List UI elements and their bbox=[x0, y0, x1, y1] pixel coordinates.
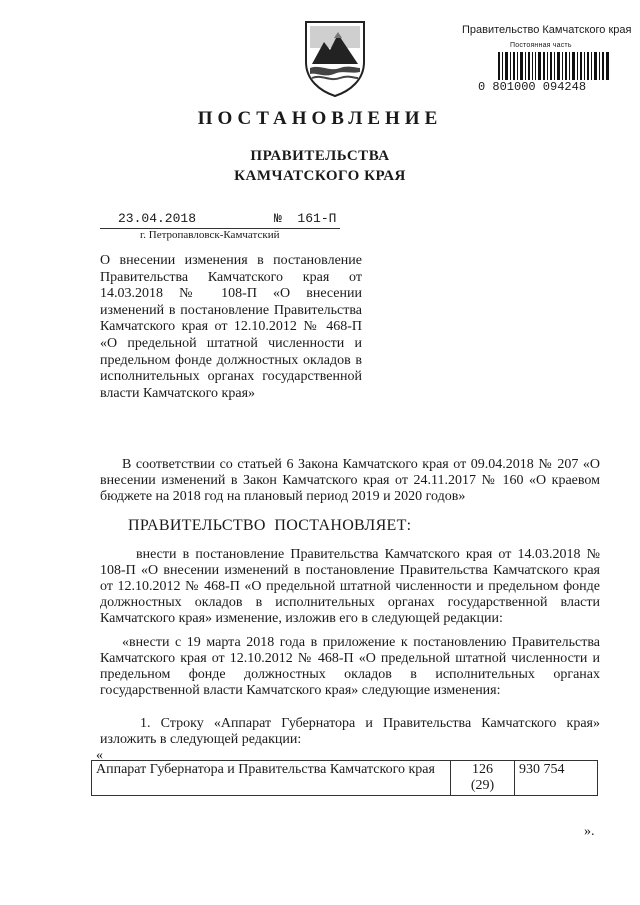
count-value: 126 bbox=[472, 762, 493, 777]
city-label: г. Петропавловск-Камчатский bbox=[140, 229, 280, 241]
table-cell-fund: 930 754 bbox=[515, 761, 598, 796]
table-row bbox=[92, 761, 598, 796]
amended-row-table bbox=[91, 760, 598, 796]
amendment-paragraph: «внести с 19 марта 2018 года в приложение к постановлению Правительства Камчатского края от 12.10.2012 № 468-П «О предельной штатной численности и предельном фонде должностных окладов в исполнительных органах государственной власти Камчатского края» следующие изменения: bbox=[100, 635, 600, 698]
stamp-number: 0 801000 094248 bbox=[478, 80, 587, 94]
stamp-organization: Правительство Камчатского края bbox=[462, 24, 632, 36]
table-cell-name: Аппарат Губернатора и Правительства Камчатского края bbox=[92, 761, 451, 796]
table-cell-count bbox=[451, 761, 515, 796]
date-and-number: 23.04.2018 № 161-П bbox=[118, 211, 337, 226]
coat-of-arms-emblem bbox=[300, 18, 370, 98]
quote-open: « bbox=[96, 748, 103, 763]
stamp-part-label: Постоянная часть bbox=[510, 42, 572, 49]
document-type-title: ПОСТАНОВЛЕНИЕ bbox=[197, 108, 443, 129]
resolves-heading: ПРАВИТЕЛЬСТВО ПОСТАНОВЛЯЕТ: bbox=[128, 517, 412, 534]
quote-close: ». bbox=[584, 824, 595, 839]
count-sub-value: (29) bbox=[470, 778, 495, 793]
item-1-paragraph: 1. Строку «Аппарат Губернатора и Правительства Камчатского края» изложить в следующей редакции: bbox=[100, 716, 600, 747]
main-paragraph: внести в постановление Правительства Камчатского края от 14.03.2018 № 108-П «О внесении изменений в постановление Правительства Камчатского края от 12.10.2012 № 468-П «О предельной штатной численности и предельном фонде должностных окладов в исполнительных органах государственной власти Камчатского края» изменение, изложив его в следующей редакции: bbox=[100, 547, 600, 626]
preamble-paragraph: В соответствии со статьей 6 Закона Камчатского края от 09.04.2018 № 207 «О внесении изменений в Закон Камчатского края от 24.11.2017 № 160 «О краевом бюджете на 2018 год на плановый период 2019 и 2020 годов» bbox=[100, 457, 600, 504]
barcode bbox=[498, 52, 610, 80]
government-title-line2: КАМЧАТСКОГО КРАЯ bbox=[234, 168, 406, 184]
document-subject-title: О внесении изменения в постановление Правительства Камчатского края от 14.03.2018 № 108-П «О внесении изменений в постановление Правительства Камчатского края от 12.10.2012 № 468-П «О предельной штатной численности и предельном фонде должностных окладов в исполнительных органах государственной власти Камчатского края» bbox=[100, 253, 362, 401]
government-title-line1: ПРАВИТЕЛЬСТВА bbox=[250, 148, 390, 164]
